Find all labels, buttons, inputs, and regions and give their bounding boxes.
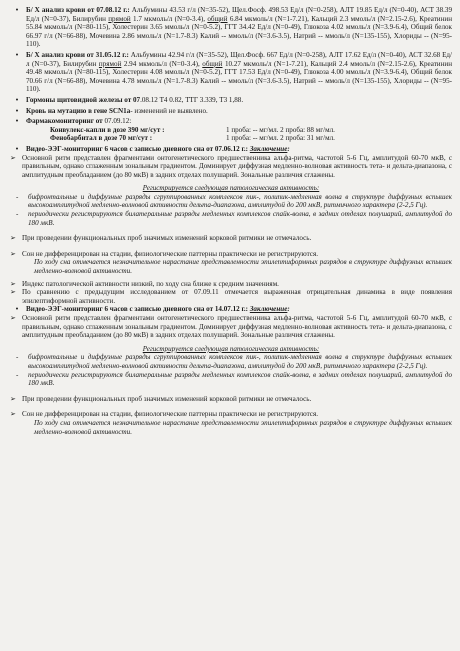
drug-values: 1 проба: -- мг/мл. 2 проба: 88 мг/мл. <box>226 125 335 134</box>
bullet-icon: • <box>15 106 19 115</box>
arrow-bullet-icon: ➢ <box>10 288 16 297</box>
eeg-1-pathology-1: - бифронтальные и диффузные разряды сгруппированных комплексов пик-, полипик-медленная волна в структуре диффузных вспышек высокоамплитудной медленно-волновой активности дельта-диапазона, амплитудой до 200 мкВ, ритмичного характера (2-2,5 Гц). <box>16 192 452 210</box>
eeg-2-pathology-2-text: периодически регистрируются билатеральные разряды медленных комплексов спайк-волна, в задних отделах полушарий, амплитудой до 180 мкВ. <box>28 370 452 388</box>
eeg-2-functional-text: При проведении функциональных проб значимых изменений корковой ритмики не отмечалось. <box>22 394 312 403</box>
bullet-icon: • <box>15 50 19 59</box>
blood-test-1-text: Альбумины 43.53 г/л (N=35-52), Щел.Фосф. 498.53 Ед/л (N=0-258), АЛТ 19.85 Ед/л (N=0-40), АСТ 38.39 Ед/л (N=0-37), Билирубин <box>26 6 452 23</box>
eeg-1-pathology-2-text: периодически регистрируются билатеральные разряды медленных комплексов спайк-волна, в задних отделах полушарий, амплитудой до 180 мкВ. <box>28 210 452 227</box>
eeg-1-conclusion-label: Заключение <box>249 144 288 153</box>
blood-test-2-text-2: 2.94 мкмоль/л (N=0-3.4), <box>121 59 203 68</box>
eeg-2-main-rhythm <box>10 314 452 340</box>
bullet-icon: • <box>15 144 19 153</box>
blood-test-2-title: Б/ Х анализ крови от 31.05.12 г.: <box>26 50 129 59</box>
blood-test-2-text-3: 10.27 мкмоль/л (N=1-7.21), Кальций 2.4 ммоль/л (N=2.15-2.6), Креатинин 49.48 мкмоль/л (N=80-115), Холестерин 4.08 ммоль/л (N=0-5.2), ГГТ 17.53 Ед/л (N=0-49), Глюкоза 4.00 ммоль/л (N=3.9-6.4), Общий белок 70.66 г/л (N=66-88), Мочевина 4.78 ммоль/л (N=1.7-8.3) Калий -- ммоль/л (N=3.6-3.5), Натрий -- ммоль/л (N=135-155), Хлориды -- (N=95-110). <box>26 59 452 94</box>
eeg-2-sleep-text: Сон не дифференцирован на стадии, физиологические паттерны практически не регистрируются. <box>22 410 318 419</box>
eeg-2-functional-tests <box>10 395 452 404</box>
eeg-1-index <box>10 280 452 289</box>
blood-test-2-text: Альбумины 42.94 г/л (N=35-52), Щел.Фосф. 667 Ед/л (N=0-258), АЛТ 17.62 Ед/л (N=0-40), АСТ 32.68 Ед/л (N=0-37), Билирубин <box>26 50 452 68</box>
eeg-1-functional-tests <box>10 234 452 243</box>
arrow-bullet-icon: ➢ <box>10 394 16 403</box>
eeg-2-conclusion-label: Заключение <box>249 305 288 314</box>
eeg-2-sleep <box>10 410 452 419</box>
eeg-1-main-text: Основной ритм представлен фрагментами онтогенетического предшественника альфа-ритма, частотой 5-6 Гц, амплитудой 60-70 мкВ, с правильным, однако сглаженным зональным градиентом. Доминирует диффузная медленно-волновая активность тета- и дельта-диапазона, с амплитудным преобладанием (до 80 мкВ) в задних отделах полушарий. Зональные различия сглажены. <box>22 153 452 179</box>
pharmacomonitoring <box>10 117 452 126</box>
pharma-date: 07.09.12: <box>102 117 132 126</box>
blood-test-2 <box>10 51 452 94</box>
drug-row-phenobarbital <box>10 134 452 143</box>
arrow-bullet-icon: ➢ <box>10 249 16 258</box>
blood-test-1 <box>10 6 452 49</box>
eeg-2-pathology-1-text: бифронтальные и диффузные разряды сгруппированных комплексов пик-, полипик-медленная волна в структуре диффузных вспышек высокоамплитудной медленно-волновой активности дельта-диапазона, амплитудой до 200 мкВ, ритмичного характера (2-2,5 Гц). <box>28 353 452 370</box>
drug-values: 1 проба: -- мг/мл. 2 проба: 31 мг/мл. <box>226 134 335 143</box>
arrow-bullet-icon: ➢ <box>10 234 16 243</box>
scn1a-title: Кровь на мутацию в гене SCN1a <box>26 106 131 115</box>
eeg-1-header: • Видео-ЭЭГ-мониторинг 6 часов с записью дневного сна от 07.06.12 г.: Заключение: <box>10 145 452 154</box>
eeg-1-pathology-2: - периодически регистрируются билатеральные разряды медленных комплексов спайк-волна, в задних отделах полушарий, амплитудой до 180 мкВ. <box>16 210 452 227</box>
eeg-1-sleep <box>10 250 452 259</box>
drug-row-konvulex <box>10 126 452 135</box>
thyroid-title: Гормоны щитовидной железы от 07 <box>26 95 141 104</box>
thyroid-hormones <box>10 96 452 105</box>
bullet-icon: • <box>15 117 19 126</box>
eeg-1-comparison <box>10 288 452 305</box>
bilirubin-direct-label: прямой <box>108 14 131 23</box>
scn1a-mutation <box>10 107 452 116</box>
eeg-1-title: Видео-ЭЭГ-мониторинг 6 часов с записью дневного сна от 07.06.12 г.: <box>26 144 249 153</box>
eeg-2-title: Видео-ЭЭГ-мониторинг 6 часов с записью дневного сна от 14.07.12 г.: <box>26 305 249 314</box>
blood-test-1-title: Б/ Х анализ крови от 07.08.12 г.: <box>26 6 130 14</box>
arrow-bullet-icon: ➢ <box>10 314 16 322</box>
bullet-icon: • <box>15 95 19 104</box>
eeg-2-header: • Видео-ЭЭГ-мониторинг 6 часов с записью дневного сна от 14.07.12 г.: Заключение: <box>10 305 452 314</box>
scn1a-text: - изменений не выявлено. <box>130 106 208 115</box>
pharma-title: Фармакомониторинг от <box>26 117 103 126</box>
eeg-1-functional-text: При проведении функциональных проб значимых изменений корковой ритмики не отмечалось. <box>22 234 312 243</box>
eeg-1-pathology-1-text: бифронтальные и диффузные разряды сгруппированных комплексов пик-, полипик-медленная волна в структуре диффузных вспышек высокоамплитудной медленно-волновой активности дельта-диапазона, амплитудой до 200 мкВ, ритмичного характера (2-2,5 Гц). <box>28 192 452 210</box>
eeg-2-pathology-heading: Регистрируется следующая патологическая активность: <box>142 344 320 353</box>
bullet-icon: • <box>15 305 19 314</box>
bilirubin-total-label: общий <box>207 14 228 23</box>
eeg-2-pathology-2: - периодически регистрируются билатеральные разряды медленных комплексов спайк-волна, в задних отделах полушарий, амплитудой до 180 мкВ. <box>16 370 452 388</box>
drug-name: Фенобарбитал в дозе 70 мг/сут : <box>50 134 153 143</box>
bullet-icon: • <box>15 6 19 14</box>
eeg-2-pathology-1: - бифронтальные и диффузные разряды сгруппированных комплексов пик-, полипик-медленная волна в структуре диффузных вспышек высокоамплитудной медленно-волновой активности дельта-диапазона, амплитудой до 200 мкВ, ритмичного характера (2-2,5 Гц). <box>16 353 452 370</box>
eeg-1-main-rhythm <box>10 154 452 180</box>
blood-test-1-text-3: 6.84 мкмоль/л (N=1-7.21), Кальций 2.3 ммоль/л (N=2.15-2.6), Креатинин 55.84 мкмоль/л (N=80-115), Холестерин 3.65 ммоль/л (N=0-5.2), ГГТ 34.42 Ед/л (N=0-49), Глюкоза 4.02 ммоль/л (N=3.9-6.4), Общий белок 66.97 г/л (N=66-88), Мочевина 2.86 ммоль/л (N=1.7-8.3) Калий -- ммоль/л (N=3.6-3.5), Натрий -- ммоль/л (N=135-155), Хлориды -- (N=95-110). <box>26 14 452 49</box>
drug-name: Конвулекс-капли в дозе 390 мг/сут : <box>50 125 165 134</box>
thyroid-text: .08.12 Т4 0.82, ТТГ 3.339, Т3 1,88. <box>140 95 244 104</box>
eeg-1-pathology-heading: Регистрируется следующая патологическая активность: <box>142 184 320 193</box>
eeg-1-sleep-text: Сон не дифференцирован на стадии, физиологические паттерны практически не регистрируются. <box>22 249 318 258</box>
bilirubin-total-label: общий <box>202 59 223 68</box>
eeg-1-index-text: Индекс патологической активности низкий, по ходу сна ближе к средним значениям. <box>22 279 279 288</box>
bilirubin-direct-label: прямой <box>98 59 122 68</box>
arrow-bullet-icon: ➢ <box>10 279 16 288</box>
eeg-2-main-text: Основной ритм представлен фрагментами онтогенетического предшественника альфа-ритма, частотой 5-6 Гц, амплитудой 60-70 мкВ, с правильным, однако сглаженным зональным градиентом. Доминирует диффузная медленно-волновая активность тета- и дельта-диапазона, с амплитудным преобладанием (до 80 мкВ) в задних отделах полушарий. Зональные различия сглажены. <box>22 314 452 340</box>
blood-test-1-text-2: 1.7 мкмоль/л (N=0-3.4), <box>130 14 208 23</box>
arrow-bullet-icon: ➢ <box>10 410 16 419</box>
eeg-1-comparison-text: По сравнению с предыдущим исследованием от 07.09.11 отмечается выраженная отрицательная динамика в виде появления эпилептиформной активности. <box>22 288 452 305</box>
arrow-bullet-icon: ➢ <box>10 153 16 162</box>
eeg-1-sleep-note: По ходу сна отмечается незначительное нарастание представленности эпилептиформных разрядов в структуре диффузных вспышек медленно-волновой активности. <box>34 258 452 276</box>
eeg-2-sleep-note: По ходу сна отмечается незначительное нарастание представленности эпилептиформных разрядов в структуре диффузных вспышек медленно-волновой активности. <box>34 418 452 436</box>
